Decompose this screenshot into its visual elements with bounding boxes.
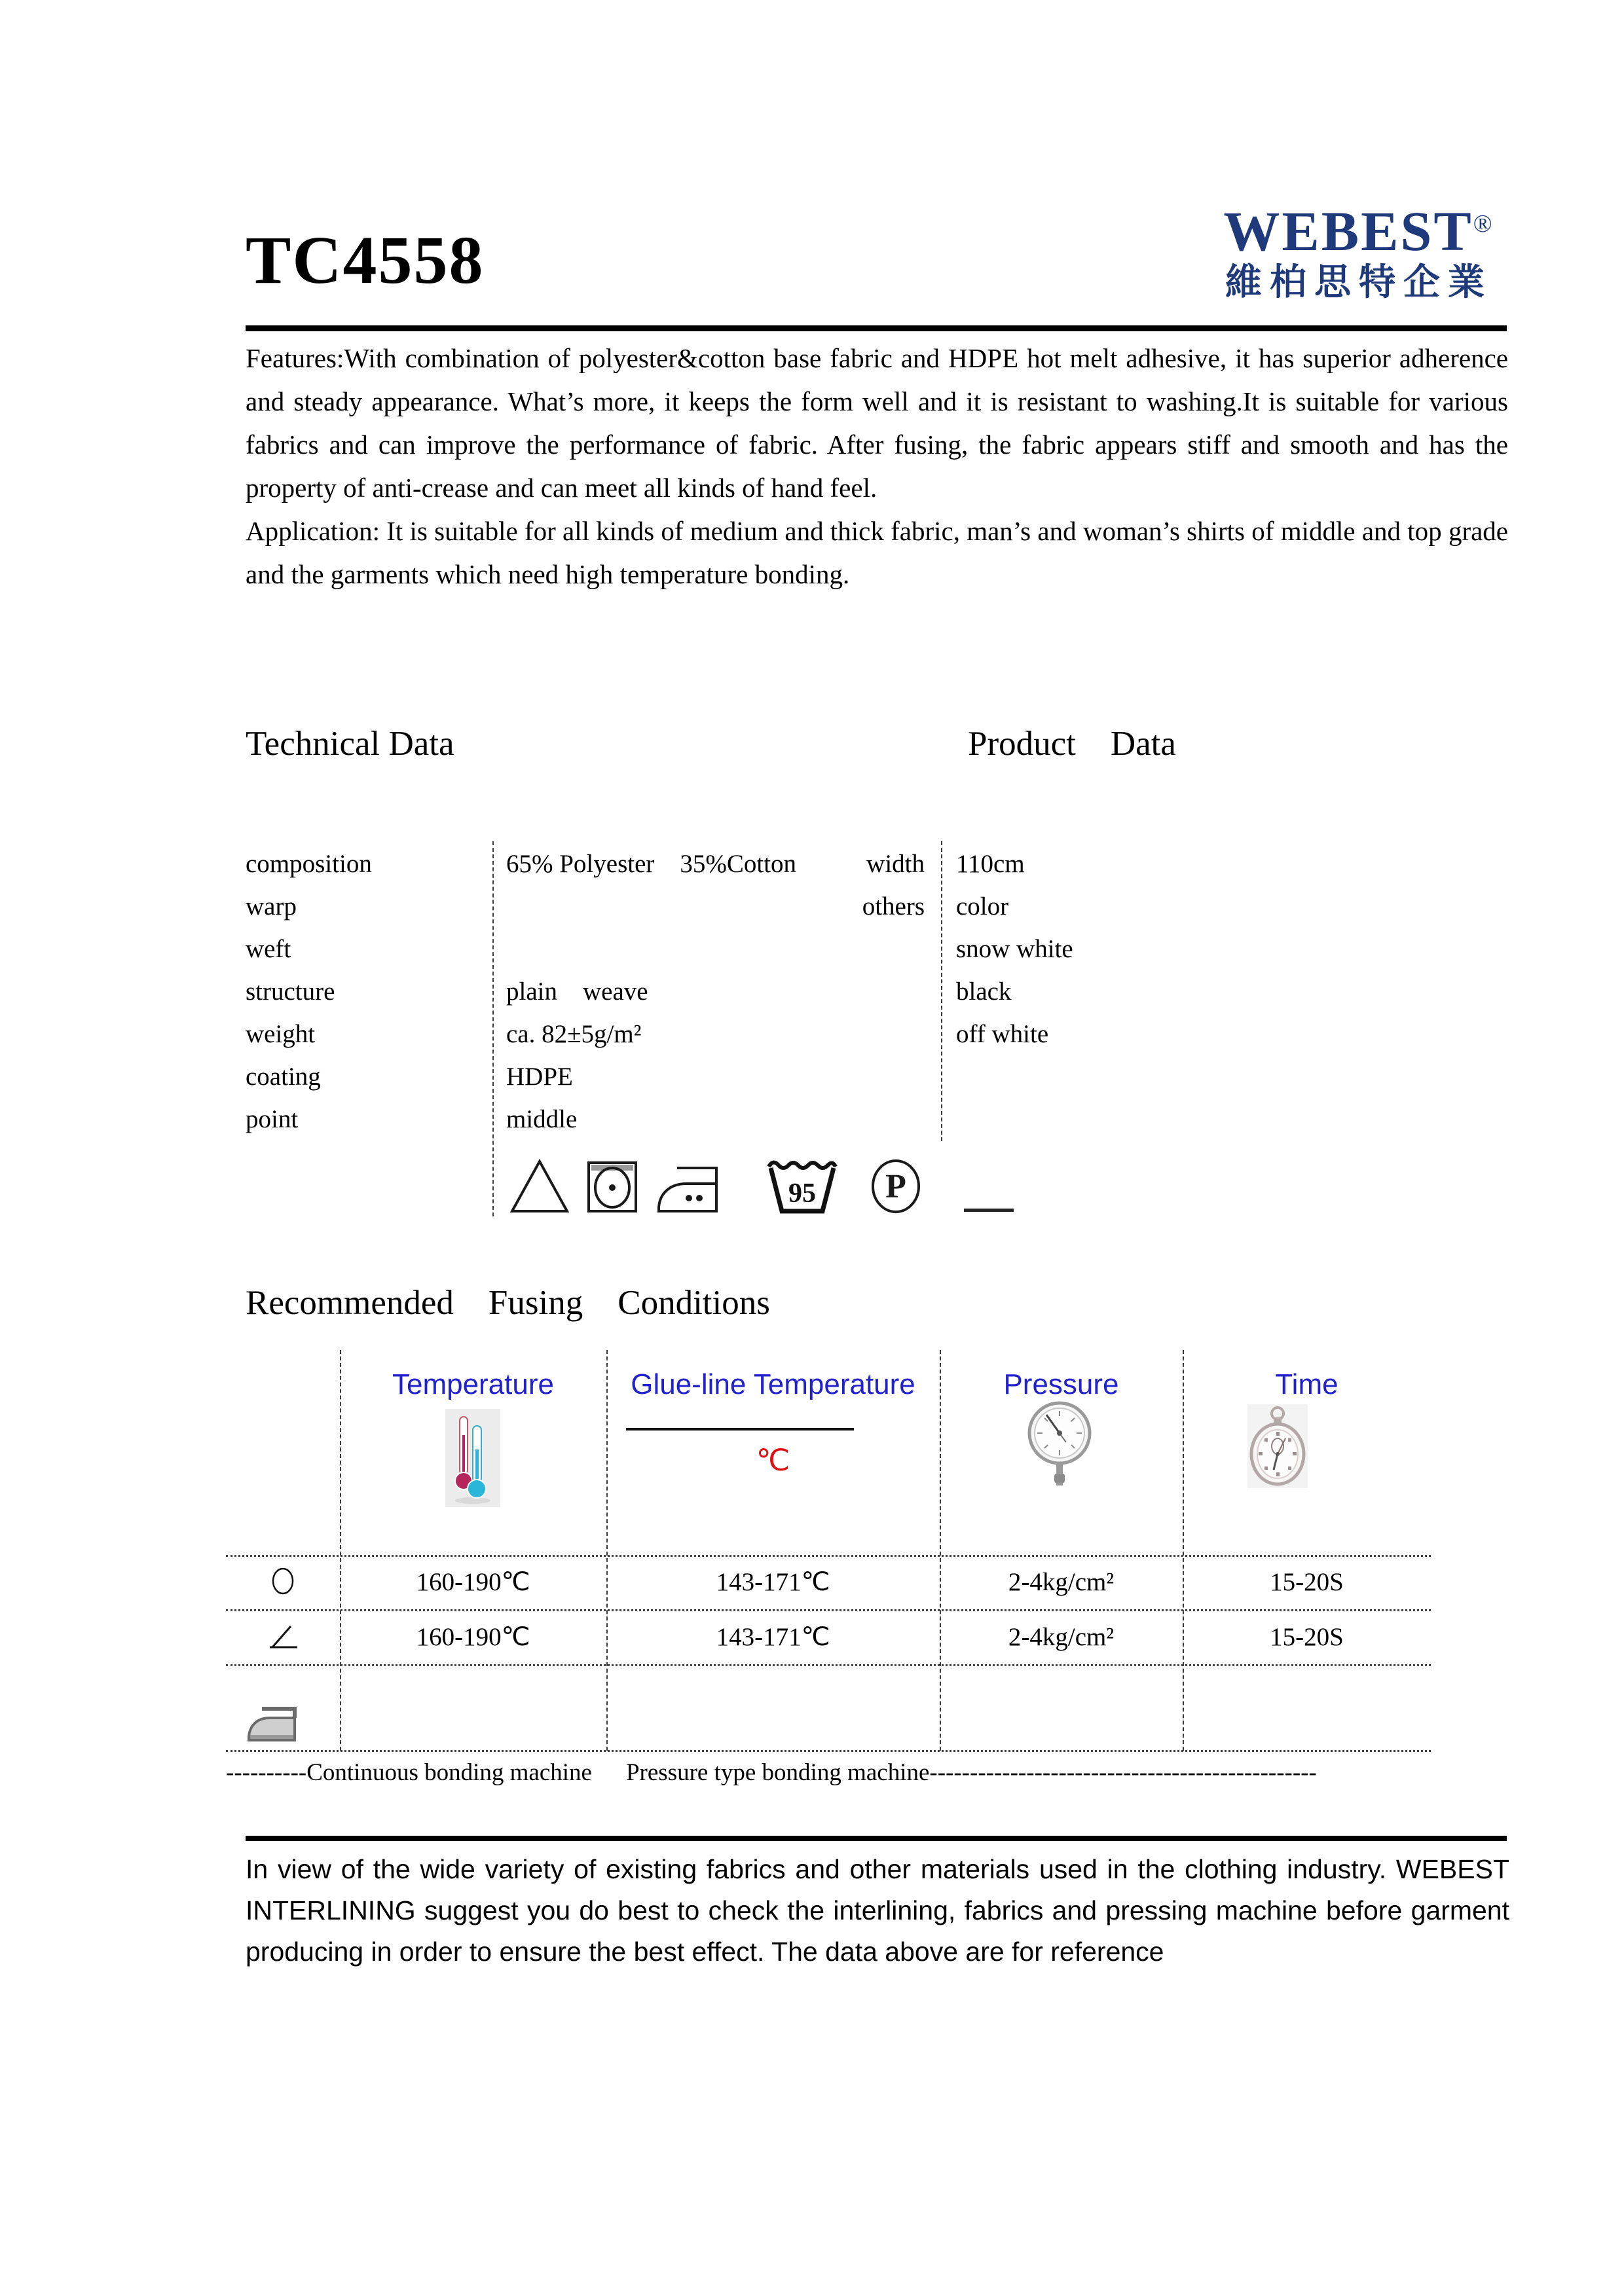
fusing-rowline-3 <box>226 1664 1431 1666</box>
fusing-divider-1 <box>340 1350 341 1751</box>
tech-label-coating: coating <box>246 1063 321 1091</box>
fusing-divider-4 <box>1183 1350 1184 1751</box>
fusing-r2-glue-line: 143-171℃ <box>716 1622 830 1651</box>
registered-trademark-icon: ® <box>1473 210 1494 238</box>
product-value-black: black <box>956 977 1012 1006</box>
fusing-r2-temperature: 160-190℃ <box>416 1622 530 1651</box>
tumble-dry-icon <box>585 1157 639 1215</box>
care-symbols-row <box>509 1151 1016 1215</box>
column-header-temperature: Temperature <box>392 1368 554 1400</box>
technical-data-heading: Technical Data <box>246 725 454 763</box>
tech-value-weft <box>506 928 796 970</box>
tech-label-warp: warp <box>246 892 297 920</box>
row-symbol-circle <box>270 1566 296 1599</box>
product-value-color: color <box>956 892 1009 920</box>
tech-label-weft: weft <box>246 935 291 963</box>
product-labels-column <box>753 843 925 928</box>
thermometer-icon <box>445 1409 500 1510</box>
brand-name: WEBEST <box>1223 200 1473 263</box>
tech-table-divider-right <box>941 841 942 1141</box>
application-paragraph: Application: It is suitable for all kinds of medium and thick fabric, man’s and woman’s shirts of middle and top grade and the garments which need high temperature bonding. <box>246 516 1508 589</box>
brand-wordmark <box>1205 194 1513 261</box>
column-header-time: Time <box>1275 1368 1338 1400</box>
pressure-gauge-icon <box>1027 1396 1092 1495</box>
tech-labels-column <box>246 843 372 1140</box>
dry-clean-p-icon <box>868 1154 923 1215</box>
tech-value-structure: plain weave <box>506 977 648 1006</box>
fusing-divider-3 <box>940 1350 941 1751</box>
tech-value-point: middle <box>506 1105 578 1133</box>
tech-label-composition: composition <box>246 850 372 878</box>
celsius-unit-label: ℃ <box>756 1444 790 1477</box>
continuous-bonding-label: ----------Continuous bonding machine <box>226 1759 592 1786</box>
iron-two-dots-icon <box>655 1157 720 1215</box>
product-label-others: others <box>862 892 925 920</box>
product-data-heading: Product Data <box>968 725 1176 763</box>
product-value-snow-white: snow white <box>956 935 1073 963</box>
fusing-divider-2 <box>606 1350 608 1751</box>
column-header-pressure: Pressure <box>1003 1368 1119 1400</box>
product-value-off-white: off white <box>956 1020 1049 1048</box>
brand-logo <box>1205 194 1513 303</box>
fusing-r1-glue-line: 143-171℃ <box>716 1568 830 1596</box>
fusing-r1-time: 15-20S <box>1270 1568 1344 1596</box>
product-label-width: width <box>866 850 925 878</box>
row-symbol-angle <box>267 1622 300 1654</box>
tech-value-coating: HDPE <box>506 1063 573 1091</box>
tech-table-divider-left <box>492 841 494 1216</box>
product-values-column <box>956 843 1073 1055</box>
tech-label-structure: structure <box>246 977 335 1006</box>
footer-rule <box>246 1836 1507 1841</box>
footer-note: In view of the wide variety of existing fabrics and other materials used in the clothing industry. WEBEST INTERLINING suggest you do best to check the interlining, fabrics and pressing machine before garment producing in order to ensure the best effect. The data above are for reference <box>246 1854 1509 1967</box>
fusing-r1-pressure: 2-4kg/cm² <box>1008 1568 1115 1596</box>
product-code-title: TC4558 <box>246 223 485 298</box>
column-header-glue-line: Glue-line Temperature <box>631 1368 915 1400</box>
tech-value-composition: 65% Polyester 35%Cotton <box>506 850 797 878</box>
tech-value-weight: ca. 82±5g/m² <box>506 1020 642 1048</box>
fusing-r2-time: 15-20S <box>1270 1622 1344 1651</box>
glue-line-blank <box>626 1428 854 1430</box>
wash-temperature-label: 95 <box>788 1178 816 1209</box>
stopwatch-icon <box>1247 1404 1308 1491</box>
bleach-triangle-icon <box>509 1157 570 1215</box>
tech-label-point: point <box>246 1105 299 1133</box>
brand-chinese-name: 維柏思特企業 <box>1225 263 1492 303</box>
fusing-conditions-heading: Recommended Fusing Conditions <box>246 1284 770 1322</box>
fusing-r2-pressure: 2-4kg/cm² <box>1008 1622 1115 1651</box>
row-symbol-iron <box>245 1702 300 1747</box>
flat-line-symbol <box>961 1154 1016 1215</box>
fusing-r1-temperature: 160-190℃ <box>416 1568 530 1596</box>
product-value-width: 110cm <box>956 850 1025 878</box>
fusing-rowline-4 <box>226 1750 1431 1752</box>
features-paragraph: Features:With combination of polyester&cotton base fabric and HDPE hot melt adhesive, it has superior adherence and steady appearance. What’s more, it keeps the form well and it is resistant to washing.It is suitable for various fabrics and can improve the performance of fabric. After fusing, the fabric appears stiff and smooth and has the property of anti-crease and can meet all kinds of hand feel. <box>246 343 1508 503</box>
tech-label-weight: weight <box>246 1020 316 1048</box>
header-rule <box>246 325 1507 331</box>
bonding-machine-legend <box>226 1758 1317 1787</box>
wash-95-icon <box>765 1154 838 1215</box>
dry-clean-letter: P <box>885 1168 906 1205</box>
pressure-bonding-label: Pressure type bonding machine------------------------------------------------ <box>625 1759 1317 1786</box>
